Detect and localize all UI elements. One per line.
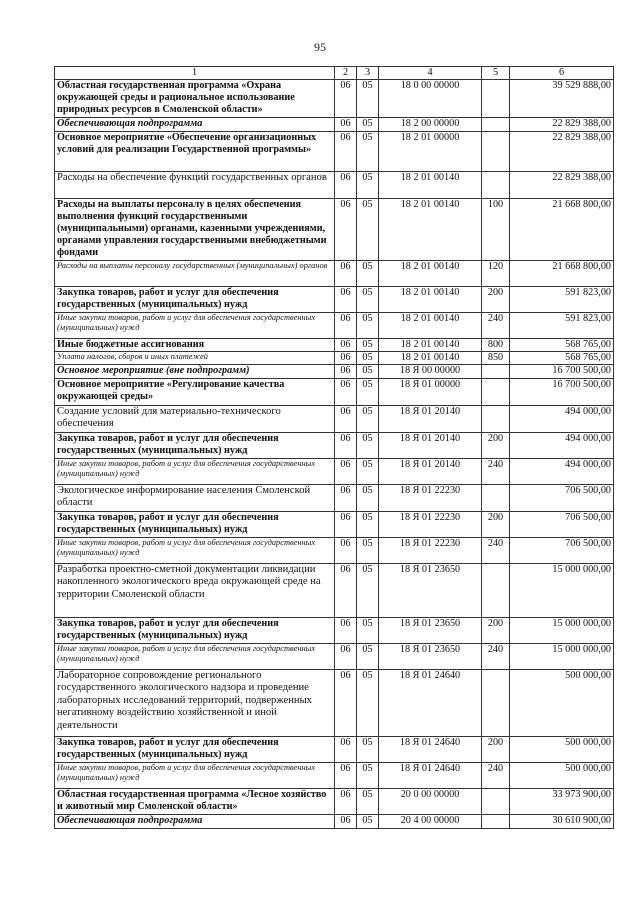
- expense-type-cell: [482, 171, 510, 198]
- section-cell: 06: [335, 79, 357, 117]
- target-code-cell: 18 Я 01 20140: [379, 458, 482, 484]
- row-name-cell: Обеспечивающая подпрограмма: [55, 117, 335, 131]
- section-cell: 06: [335, 260, 357, 286]
- row-name-cell: Закупка товаров, работ и услуг для обеспечения государственных (муниципальных) нужд: [55, 432, 335, 458]
- target-code-cell: 18 Я 01 20140: [379, 432, 482, 458]
- amount-cell: 494 000,00: [510, 432, 614, 458]
- target-code-cell: 18 2 01 00140: [379, 198, 482, 260]
- table-row: [55, 378, 614, 405]
- target-code-cell: 18 2 01 00140: [379, 260, 482, 286]
- row-name-cell: Экологическое информирование населения Смоленской области: [55, 484, 335, 511]
- subsection-cell: 05: [357, 312, 379, 338]
- expense-type-cell: 850: [482, 351, 510, 364]
- column-header-section: 2: [335, 67, 357, 80]
- section-cell: 06: [335, 814, 357, 828]
- target-code-cell: 18 2 01 00140: [379, 286, 482, 312]
- target-code-cell: 18 Я 01 24640: [379, 736, 482, 762]
- target-code-cell: 20 0 00 00000: [379, 788, 482, 814]
- expense-type-cell: [482, 364, 510, 378]
- expense-type-cell: 120: [482, 260, 510, 286]
- amount-cell: 494 000,00: [510, 405, 614, 432]
- row-name-cell: Расходы на выплаты персоналу государственных (муниципальных) органов: [55, 260, 335, 286]
- table-row: [55, 312, 614, 338]
- subsection-cell: 05: [357, 378, 379, 405]
- subsection-cell: 05: [357, 432, 379, 458]
- section-cell: 06: [335, 432, 357, 458]
- table-row: [55, 537, 614, 563]
- table-row: [55, 286, 614, 312]
- amount-cell: 706 500,00: [510, 511, 614, 537]
- subsection-cell: 05: [357, 171, 379, 198]
- subsection-cell: 05: [357, 788, 379, 814]
- expense-type-cell: 240: [482, 762, 510, 788]
- section-cell: 06: [335, 198, 357, 260]
- subsection-cell: 05: [357, 537, 379, 563]
- expense-type-cell: 200: [482, 617, 510, 643]
- expense-type-cell: [482, 669, 510, 736]
- amount-cell: 706 500,00: [510, 537, 614, 563]
- target-code-cell: 18 2 00 00000: [379, 117, 482, 131]
- column-header-amount: 6: [510, 67, 614, 80]
- section-cell: 06: [335, 286, 357, 312]
- column-header-subsection: 3: [357, 67, 379, 80]
- amount-cell: 22 829 388,00: [510, 171, 614, 198]
- row-name-cell: Иные закупки товаров, работ и услуг для обеспечения государственных (муниципальных) нужд: [55, 458, 335, 484]
- subsection-cell: 05: [357, 131, 379, 171]
- expense-type-cell: [482, 378, 510, 405]
- amount-cell: 500 000,00: [510, 736, 614, 762]
- section-cell: 06: [335, 364, 357, 378]
- expense-type-cell: [482, 814, 510, 828]
- row-name-cell: Областная государственная программа «Охрана окружающей среды и рациональное использование природных ресурсов в Смоленской области»: [55, 79, 335, 117]
- subsection-cell: 05: [357, 351, 379, 364]
- section-cell: 06: [335, 643, 357, 669]
- expense-type-cell: 200: [482, 736, 510, 762]
- table-row: [55, 814, 614, 828]
- amount-cell: 15 000 000,00: [510, 563, 614, 617]
- table-row: [55, 432, 614, 458]
- expense-type-cell: [482, 484, 510, 511]
- amount-cell: 16 700 500,00: [510, 364, 614, 378]
- row-name-cell: Расходы на обеспечение функций государственных органов: [55, 171, 335, 198]
- section-cell: 06: [335, 669, 357, 736]
- target-code-cell: 20 4 00 00000: [379, 814, 482, 828]
- section-cell: 06: [335, 458, 357, 484]
- expense-type-cell: 200: [482, 432, 510, 458]
- table-row: [55, 338, 614, 351]
- expense-type-cell: 240: [482, 643, 510, 669]
- target-code-cell: 18 2 01 00140: [379, 171, 482, 198]
- target-code-cell: 18 2 01 00140: [379, 338, 482, 351]
- table-row: [55, 669, 614, 736]
- table-row: [55, 511, 614, 537]
- row-name-cell: Обеспечивающая подпрограмма: [55, 814, 335, 828]
- subsection-cell: 05: [357, 762, 379, 788]
- table-row: [55, 563, 614, 617]
- target-code-cell: 18 Я 01 24640: [379, 669, 482, 736]
- row-name-cell: Закупка товаров, работ и услуг для обеспечения государственных (муниципальных) нужд: [55, 617, 335, 643]
- row-name-cell: Уплата налогов, сборов и иных платежей: [55, 351, 335, 364]
- target-code-cell: 18 2 01 00000: [379, 131, 482, 171]
- expense-type-cell: [482, 79, 510, 117]
- section-cell: 06: [335, 788, 357, 814]
- table-row: [55, 762, 614, 788]
- target-code-cell: 18 0 00 00000: [379, 79, 482, 117]
- section-cell: 06: [335, 484, 357, 511]
- table-row: [55, 260, 614, 286]
- table-row: [55, 788, 614, 814]
- subsection-cell: 05: [357, 736, 379, 762]
- table-row: [55, 364, 614, 378]
- subsection-cell: 05: [357, 458, 379, 484]
- amount-cell: 33 973 900,00: [510, 788, 614, 814]
- table-row: [55, 643, 614, 669]
- column-header-expense-type: 5: [482, 67, 510, 80]
- target-code-cell: 18 Я 00 00000: [379, 364, 482, 378]
- section-cell: 06: [335, 338, 357, 351]
- header-row: [55, 67, 614, 80]
- expense-type-cell: [482, 405, 510, 432]
- table-row: [55, 484, 614, 511]
- subsection-cell: 05: [357, 364, 379, 378]
- section-cell: 06: [335, 378, 357, 405]
- section-cell: 06: [335, 511, 357, 537]
- expense-type-cell: 240: [482, 312, 510, 338]
- amount-cell: 591 823,00: [510, 286, 614, 312]
- amount-cell: 22 829 388,00: [510, 117, 614, 131]
- column-header-name: 1: [55, 67, 335, 80]
- table-row: [55, 351, 614, 364]
- table-row: [55, 171, 614, 198]
- column-header-code: 4: [379, 67, 482, 80]
- target-code-cell: 18 Я 01 22230: [379, 537, 482, 563]
- section-cell: 06: [335, 405, 357, 432]
- table-row: [55, 405, 614, 432]
- row-name-cell: Расходы на выплаты персоналу в целях обеспечения выполнения функций государственными (муниципальными) органами, казенными учреждениями, органами управления государственными внебюджетными фондами: [55, 198, 335, 260]
- target-code-cell: 18 Я 01 20140: [379, 405, 482, 432]
- subsection-cell: 05: [357, 643, 379, 669]
- expense-type-cell: [482, 131, 510, 171]
- target-code-cell: 18 Я 01 24640: [379, 762, 482, 788]
- expense-type-cell: 800: [482, 338, 510, 351]
- subsection-cell: 05: [357, 617, 379, 643]
- table-row: [55, 458, 614, 484]
- subsection-cell: 05: [357, 198, 379, 260]
- target-code-cell: 18 Я 01 23650: [379, 643, 482, 669]
- subsection-cell: 05: [357, 511, 379, 537]
- amount-cell: 568 765,00: [510, 338, 614, 351]
- table-body: [55, 79, 614, 828]
- subsection-cell: 05: [357, 117, 379, 131]
- subsection-cell: 05: [357, 286, 379, 312]
- subsection-cell: 05: [357, 563, 379, 617]
- section-cell: 06: [335, 117, 357, 131]
- section-cell: 06: [335, 312, 357, 338]
- subsection-cell: 05: [357, 484, 379, 511]
- target-code-cell: 18 Я 01 23650: [379, 563, 482, 617]
- table-row: [55, 617, 614, 643]
- row-name-cell: Иные закупки товаров, работ и услуг для обеспечения государственных (муниципальных) нужд: [55, 643, 335, 669]
- expense-type-cell: [482, 788, 510, 814]
- amount-cell: 21 668 800,00: [510, 198, 614, 260]
- section-cell: 06: [335, 351, 357, 364]
- amount-cell: 30 610 900,00: [510, 814, 614, 828]
- expense-type-cell: 200: [482, 511, 510, 537]
- table-row: [55, 131, 614, 171]
- table-row: [55, 79, 614, 117]
- subsection-cell: 05: [357, 338, 379, 351]
- table-row: [55, 117, 614, 131]
- expense-type-cell: 240: [482, 458, 510, 484]
- row-name-cell: Создание условий для материально-технического обеспечения: [55, 405, 335, 432]
- amount-cell: 15 000 000,00: [510, 643, 614, 669]
- expense-type-cell: 200: [482, 286, 510, 312]
- target-code-cell: 18 2 01 00140: [379, 351, 482, 364]
- target-code-cell: 18 Я 01 22230: [379, 511, 482, 537]
- row-name-cell: Лабораторное сопровождение регионального государственного экологического надзора и проведение лабораторных исследований территорий, подверженных негативному воздействию хозяйственной и иной деятельности: [55, 669, 335, 736]
- target-code-cell: 18 2 01 00140: [379, 312, 482, 338]
- row-name-cell: Иные закупки товаров, работ и услуг для обеспечения государственных (муниципальных) нужд: [55, 537, 335, 563]
- subsection-cell: 05: [357, 405, 379, 432]
- row-name-cell: Разработка проектно-сметной документации ликвидации накопленного экологического вреда окружающей среде на территории Смоленской области: [55, 563, 335, 617]
- row-name-cell: Закупка товаров, работ и услуг для обеспечения государственных (муниципальных) нужд: [55, 511, 335, 537]
- subsection-cell: 05: [357, 814, 379, 828]
- target-code-cell: 18 Я 01 23650: [379, 617, 482, 643]
- target-code-cell: 18 Я 01 00000: [379, 378, 482, 405]
- budget-table: [54, 66, 614, 829]
- row-name-cell: Иные закупки товаров, работ и услуг для обеспечения государственных (муниципальных) нужд: [55, 762, 335, 788]
- amount-cell: 16 700 500,00: [510, 378, 614, 405]
- page-number: 95: [314, 40, 326, 54]
- subsection-cell: 05: [357, 260, 379, 286]
- amount-cell: 706 500,00: [510, 484, 614, 511]
- row-name-cell: Закупка товаров, работ и услуг для обеспечения государственных (муниципальных) нужд: [55, 286, 335, 312]
- section-cell: 06: [335, 537, 357, 563]
- section-cell: 06: [335, 563, 357, 617]
- amount-cell: 591 823,00: [510, 312, 614, 338]
- table-row: [55, 736, 614, 762]
- row-name-cell: Основное мероприятие (вне подпрограмм): [55, 364, 335, 378]
- section-cell: 06: [335, 131, 357, 171]
- subsection-cell: 05: [357, 79, 379, 117]
- amount-cell: 22 829 388,00: [510, 131, 614, 171]
- amount-cell: 568 765,00: [510, 351, 614, 364]
- expense-type-cell: 100: [482, 198, 510, 260]
- subsection-cell: 05: [357, 669, 379, 736]
- table-row: [55, 198, 614, 260]
- expense-type-cell: [482, 563, 510, 617]
- amount-cell: 39 529 888,00: [510, 79, 614, 117]
- section-cell: 06: [335, 762, 357, 788]
- row-name-cell: Основное мероприятие «Обеспечение организационных условий для реализации Государственной программы»: [55, 131, 335, 171]
- section-cell: 06: [335, 171, 357, 198]
- target-code-cell: 18 Я 01 22230: [379, 484, 482, 511]
- row-name-cell: Областная государственная программа «Лесное хозяйство и животный мир Смоленской области»: [55, 788, 335, 814]
- row-name-cell: Иные закупки товаров, работ и услуг для обеспечения государственных (муниципальных) нужд: [55, 312, 335, 338]
- row-name-cell: Закупка товаров, работ и услуг для обеспечения государственных (муниципальных) нужд: [55, 736, 335, 762]
- expense-type-cell: [482, 117, 510, 131]
- section-cell: 06: [335, 736, 357, 762]
- amount-cell: 494 000,00: [510, 458, 614, 484]
- section-cell: 06: [335, 617, 357, 643]
- expense-type-cell: 240: [482, 537, 510, 563]
- amount-cell: 15 000 000,00: [510, 617, 614, 643]
- row-name-cell: Иные бюджетные ассигнования: [55, 338, 335, 351]
- amount-cell: 500 000,00: [510, 762, 614, 788]
- row-name-cell: Основное мероприятие «Регулирование качества окружающей среды»: [55, 378, 335, 405]
- amount-cell: 500 000,00: [510, 669, 614, 736]
- amount-cell: 21 668 800,00: [510, 260, 614, 286]
